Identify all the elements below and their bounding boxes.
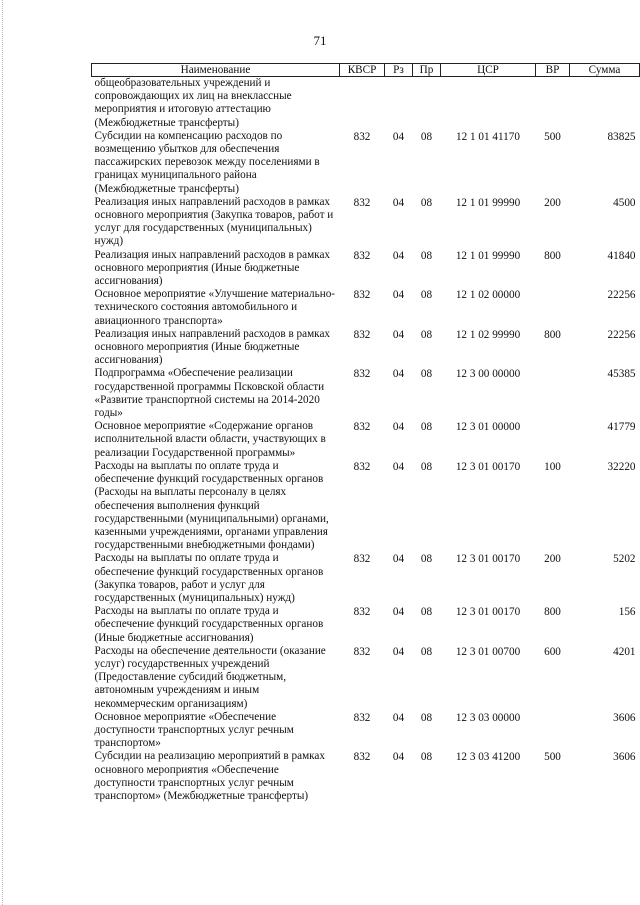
row-sum: 4500 [613, 196, 636, 209]
row-sum: 41840 [607, 249, 636, 262]
row-vr: 100 [544, 460, 561, 473]
row-vr: 600 [544, 645, 561, 658]
row-pr [413, 77, 441, 130]
row-pr: 08 [420, 751, 433, 764]
row-name: Основное мероприятие «Обеспечение доступности транспортных услуг речным транспортом» [94, 710, 294, 750]
row-name: общеобразовательных учреждений и сопровождающих их лиц на внеклассные мероприятия и итоговую аттестацию (Межбюджетные трансферты) [94, 77, 292, 129]
table-row [92, 645, 640, 711]
row-rz: 04 [392, 130, 405, 143]
row-csr: 12 3 00 00000 [455, 368, 521, 381]
row-pr: 08 [420, 196, 433, 209]
row-sum: 22256 [607, 289, 636, 302]
table-row [92, 605, 640, 645]
row-sum: 3606 [613, 751, 636, 764]
row-kvsr: 832 [353, 606, 371, 619]
row-rz: 04 [392, 460, 405, 473]
row-rz: 04 [392, 645, 405, 658]
row-rz: 04 [392, 421, 405, 434]
row-rz [385, 77, 413, 130]
row-kvsr: 832 [353, 368, 371, 381]
row-sum: 83825 [607, 130, 636, 143]
row-csr: 12 3 01 00700 [455, 645, 521, 658]
row-pr: 08 [420, 421, 433, 434]
header-sum: Сумма [570, 64, 640, 77]
header-vr: ВР [536, 64, 570, 77]
row-sum [570, 77, 640, 130]
header-rz: Рз [385, 64, 413, 77]
header-csr: ЦСР [441, 64, 536, 77]
row-csr: 12 3 03 41200 [455, 751, 521, 764]
row-sum: 41779 [607, 421, 636, 434]
row-csr: 12 3 01 00000 [455, 421, 521, 434]
row-sum: 22256 [607, 328, 636, 341]
table-row [92, 420, 640, 460]
row-sum: 156 [618, 606, 636, 619]
row-vr: 200 [544, 196, 561, 209]
table-header-row [92, 64, 640, 77]
table-row [92, 328, 640, 368]
row-name: Субсидии на реализацию мероприятий в рамках основного мероприятия «Обеспечение доступности транспортных услуг речным транспортом» (Межбюджетные трансферты) [94, 750, 325, 802]
row-csr: 12 1 01 99990 [455, 196, 521, 209]
row-rz: 04 [392, 196, 405, 209]
header-pr: Пр [413, 64, 441, 77]
row-csr: 12 3 01 00170 [455, 553, 521, 566]
row-kvsr: 832 [353, 289, 371, 302]
row-kvsr [340, 77, 385, 130]
row-vr [536, 367, 570, 420]
row-vr [536, 288, 570, 328]
row-rz: 04 [392, 751, 405, 764]
table-row [92, 552, 640, 605]
row-kvsr: 832 [353, 130, 371, 143]
table-row [92, 77, 640, 130]
row-csr: 12 1 02 00000 [455, 289, 521, 302]
row-name: Подпрограмма «Обеспечение реализации государственной программы Псковской области «Развитие транспортной системы на 2014-2020 годы» [94, 367, 325, 420]
row-csr: 12 1 02 99990 [455, 328, 521, 341]
row-rz: 04 [392, 289, 405, 302]
table-row [92, 196, 640, 249]
table-row [92, 750, 640, 803]
row-rz: 04 [392, 328, 405, 341]
scan-edge [2, 0, 4, 905]
row-kvsr: 832 [353, 328, 371, 341]
row-pr: 08 [420, 645, 433, 658]
row-vr: 800 [544, 249, 561, 262]
table-row [92, 460, 640, 552]
row-name: Расходы на выплаты по оплате труда и обеспечение функций государственных органов (Иные бюджетные ассигнования) [94, 605, 324, 644]
row-pr: 08 [420, 460, 433, 473]
row-rz: 04 [392, 368, 405, 381]
row-pr: 08 [420, 368, 433, 381]
row-sum: 3606 [613, 711, 636, 724]
row-csr [441, 77, 536, 130]
row-pr: 08 [420, 328, 433, 341]
row-vr [536, 711, 570, 751]
row-pr: 08 [420, 553, 433, 566]
budget-table [91, 63, 640, 803]
row-csr: 12 3 01 00170 [455, 606, 521, 619]
row-pr: 08 [420, 606, 433, 619]
row-name: Расходы на обеспечение деятельности (оказание услуг) государственных учреждений (Предоставление субсидий бюджетным, автономным учреждениям и иным некоммерческим организациям) [94, 644, 326, 710]
row-pr: 08 [420, 130, 433, 143]
row-sum: 5202 [613, 553, 636, 566]
table-row [92, 288, 640, 328]
row-kvsr: 832 [353, 460, 371, 473]
table-row [92, 367, 640, 420]
row-rz: 04 [392, 553, 405, 566]
row-csr: 12 1 01 99990 [455, 249, 521, 262]
row-rz: 04 [392, 606, 405, 619]
row-sum: 4201 [613, 645, 636, 658]
row-name: Реализация иных направлений расходов в рамках основного мероприятия (Закупка товаров, работ и услуг для государственных (муниципальных) нужд) [94, 195, 334, 248]
row-name: Основное мероприятие «Содержание органов исполнительной власти области, участвующих в реализации Государственной программы» [94, 420, 326, 459]
row-name: Основное мероприятие «Улучшение материально-технического состояния автомобильного и авиационного транспорта» [94, 288, 336, 327]
header-name: Наименование [92, 64, 340, 77]
row-kvsr: 832 [353, 553, 371, 566]
row-kvsr: 832 [353, 711, 371, 724]
row-csr: 12 3 01 00170 [455, 460, 521, 473]
row-name: Расходы на выплаты по оплате труда и обеспечение функций государственных органов (Закупка товаров, работ и услуг для государственных (муниципальных) нужд) [94, 552, 324, 604]
row-pr: 08 [420, 289, 433, 302]
row-vr: 800 [544, 606, 561, 619]
row-pr: 08 [420, 711, 433, 724]
row-sum: 32220 [607, 460, 636, 473]
table-row [92, 130, 640, 196]
row-rz: 04 [392, 249, 405, 262]
table-row [92, 249, 640, 289]
table-body [92, 77, 640, 804]
row-sum: 45385 [607, 368, 636, 381]
row-vr [536, 77, 570, 130]
row-csr: 12 3 03 00000 [455, 711, 521, 724]
row-csr: 12 1 01 41170 [456, 130, 520, 143]
table-row [92, 711, 640, 751]
row-pr: 08 [420, 249, 433, 262]
row-vr: 500 [544, 130, 561, 143]
row-kvsr: 832 [353, 421, 371, 434]
row-name: Реализация иных направлений расходов в рамках основного мероприятия (Иные бюджетные ассигнования) [94, 248, 331, 288]
row-name: Реализация иных направлений расходов в рамках основного мероприятия (Иные бюджетные ассигнования) [94, 327, 331, 367]
page-number: 71 [313, 33, 327, 48]
row-kvsr: 832 [353, 249, 371, 262]
row-vr: 200 [544, 553, 561, 566]
row-name: Расходы на выплаты по оплате труда и обеспечение функций государственных органов (Расходы на выплаты персоналу в целях обеспечения выполнения функций государственными (муниципальными) органами, казенными учреждениями, органами управления государственными внебюджетными фондами) [94, 459, 329, 552]
row-kvsr: 832 [353, 751, 371, 764]
row-vr [536, 420, 570, 460]
row-vr: 500 [544, 751, 561, 764]
row-name: Субсидии на компенсацию расходов по возмещению убытков для обеспечения пассажирских перевозок между поселениями в границах муниципального района (Межбюджетные трансферты) [94, 129, 320, 195]
row-rz: 04 [392, 711, 405, 724]
row-vr: 800 [544, 328, 561, 341]
row-kvsr: 832 [353, 196, 371, 209]
header-kvsr: КВСР [340, 64, 385, 77]
row-kvsr: 832 [353, 645, 371, 658]
